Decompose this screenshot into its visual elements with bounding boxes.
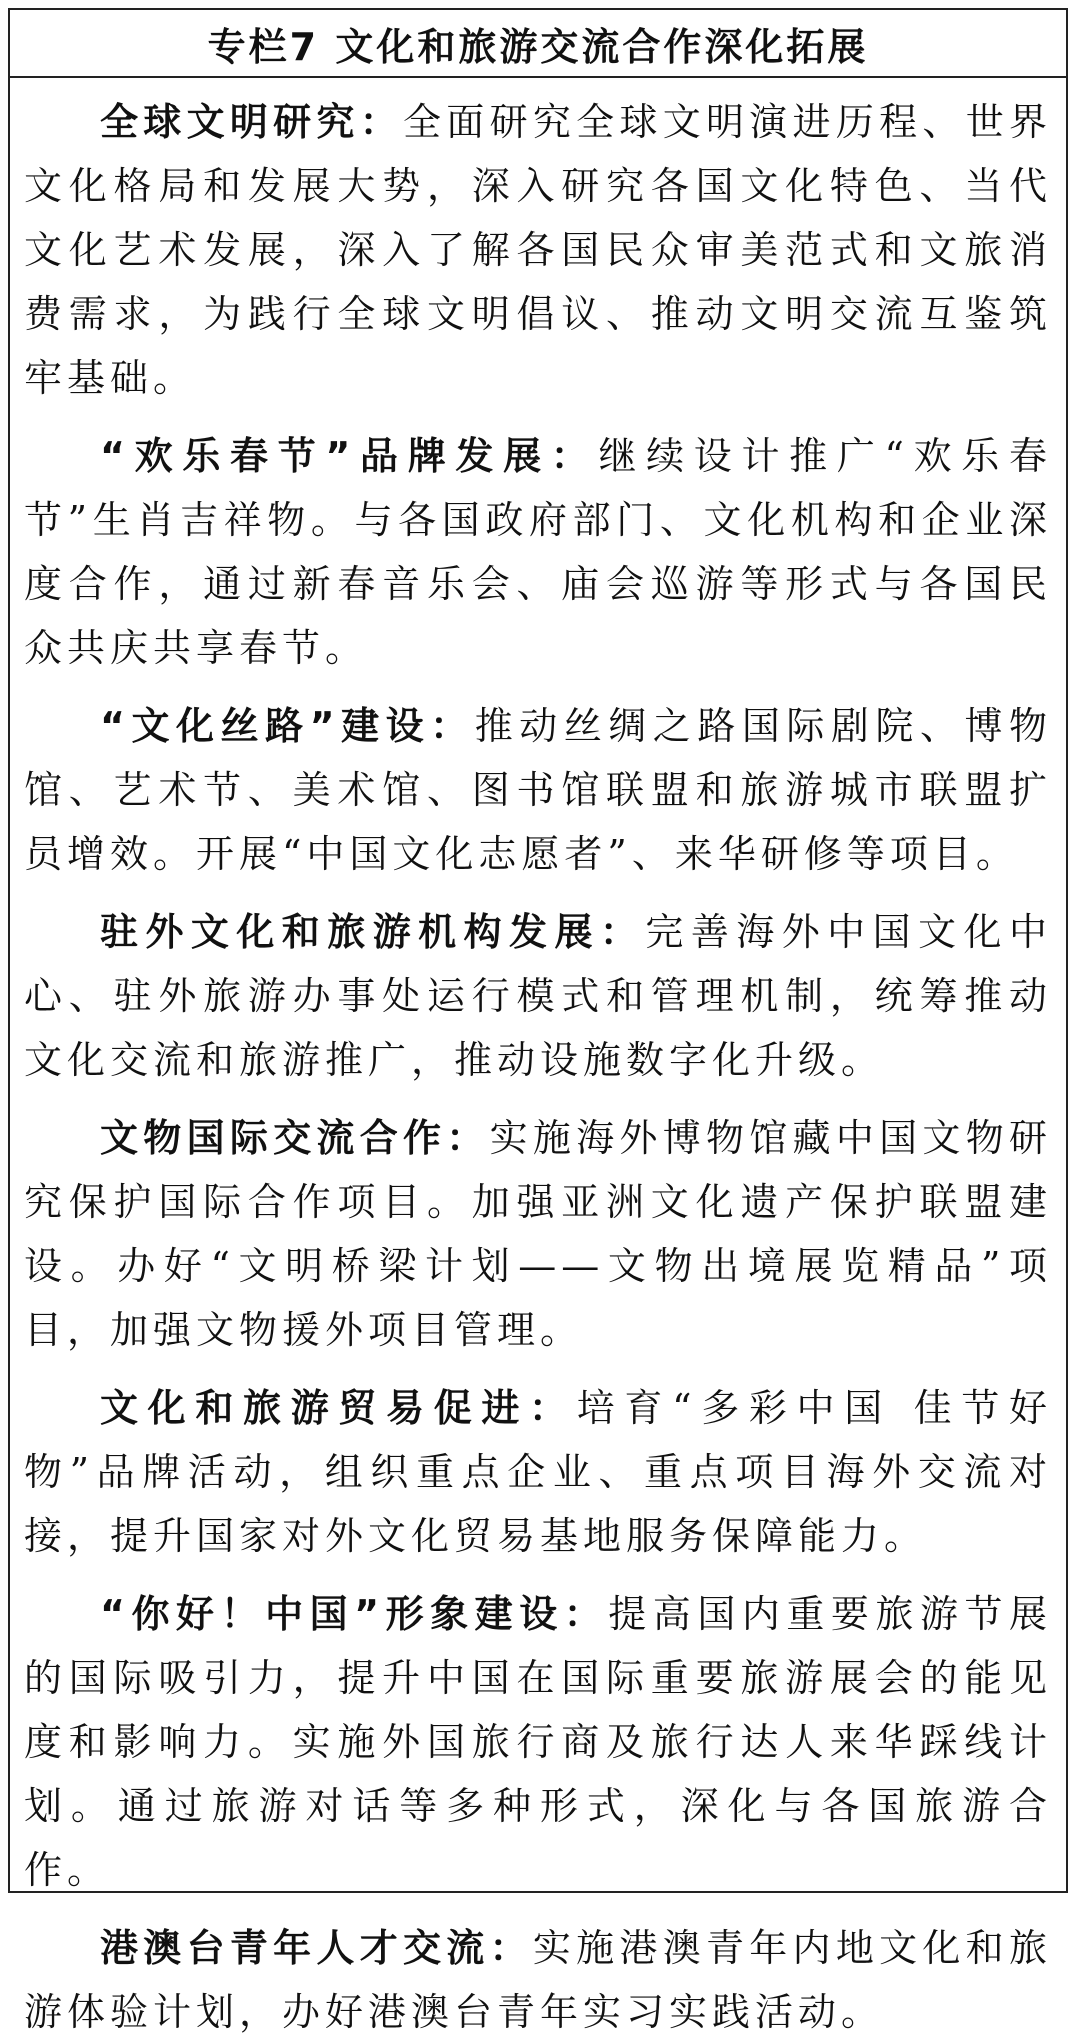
section-heading: 文物国际交流合作：: [100, 1116, 490, 1160]
section-heading: “你好！中国”形象建设：: [100, 1592, 609, 1636]
section-heading: “欢乐春节”品牌发展：: [100, 434, 599, 478]
section-global-civilization: [24, 90, 1052, 410]
section-trade-promotion: [24, 1376, 1052, 1568]
section-body: 全面研究全球文明演进历程、世界文化格局和发展大势，深入研究各国文化特色、当代文化艺术发展，深入了解各国民众审美范式和文旅消费需求，为践行全球文明倡议、推动文明交流互鉴筑牢基础。: [24, 100, 1052, 400]
column-title: 专栏7 文化和旅游交流合作深化拓展: [207, 24, 869, 69]
section-body: 提高国内重要旅游节展的国际吸引力，提升中国在国际重要旅游展会的能见度和影响力。实施外国旅行商及旅行达人来华踩线计划。通过旅游对话等多种形式，深化与各国旅游合作。: [24, 1592, 1052, 1892]
column-content: [10, 78, 1066, 2044]
column-header: [10, 10, 1066, 78]
section-body: 继续设计推广“欢乐春节”生肖吉祥物。与各国政府部门、文化机构和企业深度合作，通过新春音乐会、庙会巡游等形式与各国民众共庆共享春节。: [24, 434, 1052, 670]
section-body: 实施港澳青年内地文化和旅游体验计划，办好港澳台青年实习实践活动。: [24, 1926, 1052, 2034]
column-box: [8, 8, 1068, 2034]
section-body: 推动丝绸之路国际剧院、博物馆、艺术节、美术馆、图书馆联盟和旅游城市联盟扩员增效。开展“中国文化志愿者”、来华研修等项目。: [24, 704, 1052, 876]
section-hello-china-image: [24, 1582, 1052, 1902]
section-heading: 文化和旅游贸易促进：: [100, 1386, 577, 1430]
section-body: 培育“多彩中国 佳节好物”品牌活动，组织重点企业、重点项目海外交流对接，提升国家对外文化贸易基地服务保障能力。: [24, 1386, 1052, 1558]
section-happy-spring-festival: [24, 424, 1052, 680]
section-cultural-silk-road: [24, 694, 1052, 886]
section-body: 实施海外博物馆藏中国文物研究保护国际合作项目。加强亚洲文化遗产保护联盟建设。办好“文明桥梁计划——文物出境展览精品”项目，加强文物援外项目管理。: [24, 1116, 1052, 1352]
section-heading: “文化丝路”建设：: [100, 704, 475, 748]
section-hk-macao-taiwan-youth: [24, 1916, 1052, 2044]
section-heading: 全球文明研究：: [100, 100, 403, 144]
section-cultural-relics-exchange: [24, 1106, 1052, 1362]
section-overseas-institutions: [24, 900, 1052, 1092]
section-heading: 驻外文化和旅游机构发展：: [100, 910, 646, 954]
section-heading: 港澳台青年人才交流：: [100, 1926, 533, 1970]
section-body: 完善海外中国文化中心、驻外旅游办事处运行模式和管理机制，统筹推动文化交流和旅游推广，推动设施数字化升级。: [24, 910, 1052, 1082]
